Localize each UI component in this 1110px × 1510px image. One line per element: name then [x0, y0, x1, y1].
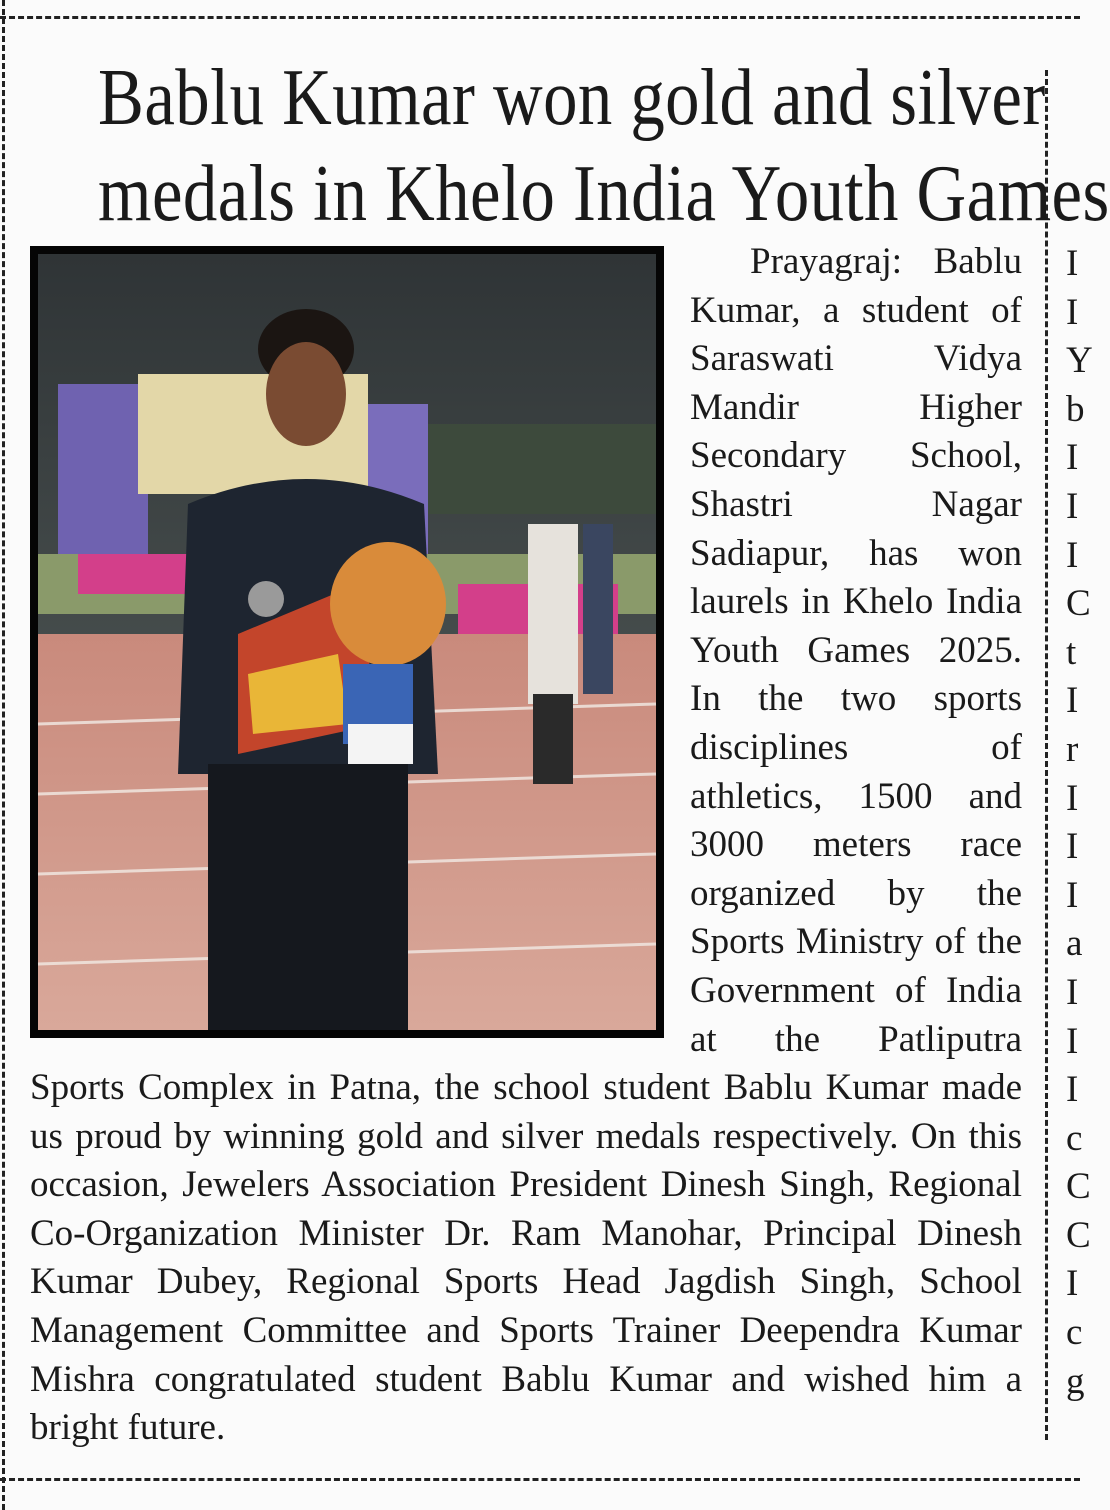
- left-dashed-border: [2, 0, 5, 1510]
- article-paragraph: Prayagraj: Bablu Kumar, a student of Saraswati Vidya Mandir Higher Secondary School, Shastri Nagar Sadiapur, has won laurels in Khelo India Youth Games 2025. In the two sports disciplines of athletics, 1500 and 3000 meters race organized by the Sports Ministry of the Government of India at the Patliputra Sports Complex in Patna, the school student Bablu Kumar made us proud by winning gold and silver medals respectively. On this occasion, Jewelers Association President Dinesh Singh, Regional Co-Organization Minister Dr. Ram Manohar, Principal Dinesh Kumar Dubey, Regional Sports Head Jagdish Singh, School Management Committee and Sports Trainer Deependra Kumar Mishra congratulated student Bablu Kumar and wished him a bright future.: [30, 241, 1022, 1449]
- athlete-photo: [30, 246, 664, 1038]
- bottom-dashed-border: [0, 1478, 1080, 1481]
- headline-line-2: medals in Khelo India Youth Games: [98, 150, 1110, 238]
- adjacent-column-edge: I I Y b I I I C t I r I I I a I I I c C C I c g: [1066, 243, 1093, 1402]
- article-body: [30, 238, 1022, 1453]
- top-dashed-border: [0, 16, 1080, 19]
- column-divider: [1045, 70, 1048, 1440]
- article-headline: [98, 50, 1110, 242]
- athlete-photo-image: [38, 254, 656, 1030]
- headline-line-1: Bablu Kumar won gold and silver: [98, 54, 1046, 142]
